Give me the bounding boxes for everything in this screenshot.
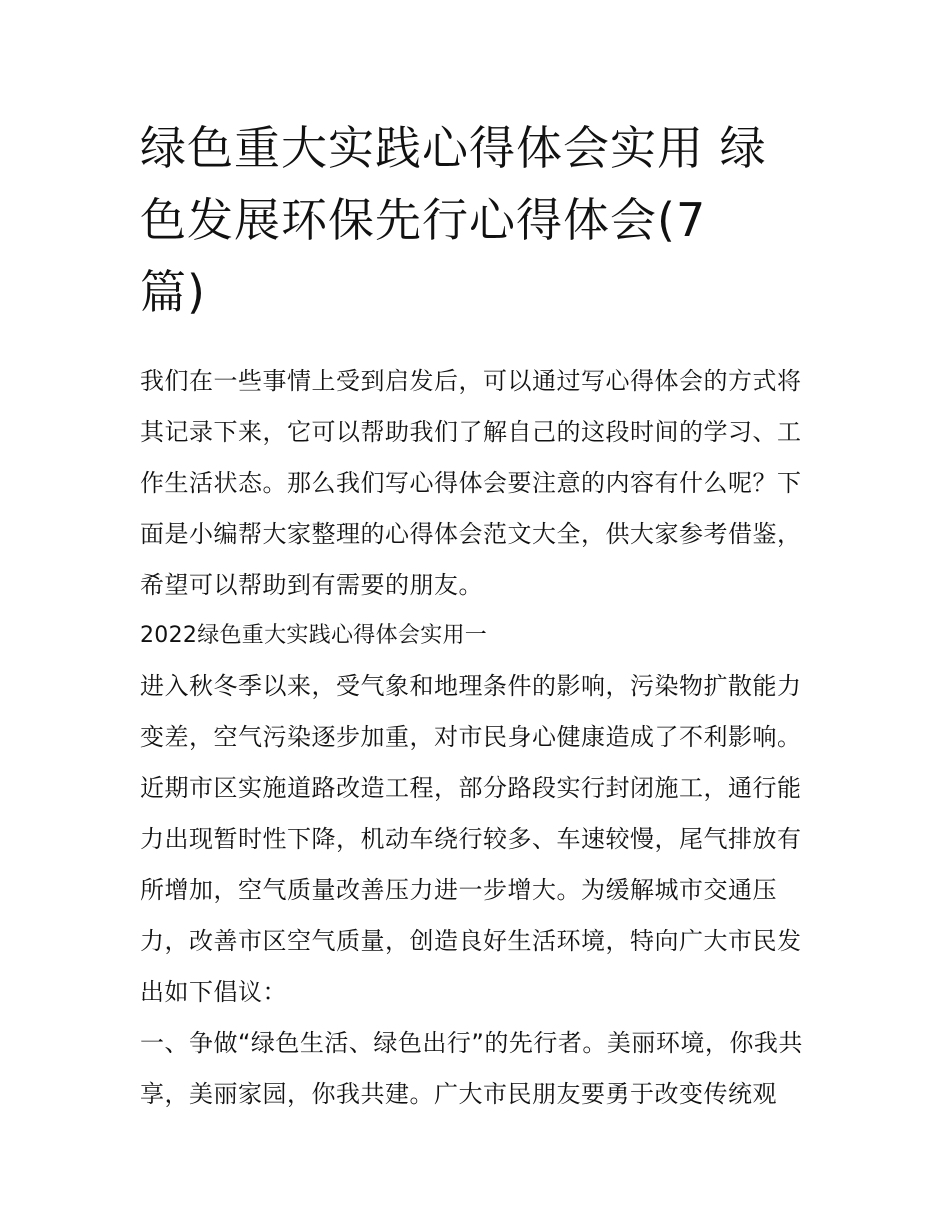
title-line: 色发展环保先行心得体会(7 bbox=[140, 193, 707, 247]
section-heading: 2022绿色重大实践心得体会实用一 bbox=[140, 623, 488, 648]
paragraph-line: 近期市区实施道路改造工程，部分路段实行封闭施工，通行能 bbox=[140, 774, 802, 802]
paragraph-line: 其记录下来，它可以帮助我们了解自己的这段时间的学习、工 bbox=[140, 418, 802, 446]
section-paragraph bbox=[140, 661, 830, 1018]
paragraph-line: 进入秋冬季以来，受气象和地理条件的影响，污染物扩散能力 bbox=[140, 672, 802, 700]
title-line: 绿色重大实践心得体会实用 绿 bbox=[140, 121, 767, 175]
paragraph-line: 力，改善市区空气质量，创造良好生活环境，特向广大市民发 bbox=[140, 927, 802, 955]
paragraph-line: 出如下倡议： bbox=[140, 978, 287, 1006]
paragraph-line: 享，美丽家园，你我共建。广大市民朋友要勇于改变传统观 bbox=[140, 1080, 777, 1108]
paragraph-line: 力出现暂时性下降，机动车绕行较多、车速较慢，尾气排放有 bbox=[140, 825, 802, 853]
paragraph-line: 我们在一些事情上受到启发后，可以通过写心得体会的方式将 bbox=[140, 367, 802, 395]
paragraph-line: 作生活状态。那么我们写心得体会要注意的内容有什么呢？下 bbox=[140, 469, 802, 497]
paragraph-line: 希望可以帮助到有需要的朋友。 bbox=[140, 571, 483, 599]
intro-paragraph bbox=[140, 356, 830, 611]
paragraph-line: 一、争做“绿色生活、绿色出行”的先行者。美丽环境，你我共 bbox=[140, 1029, 803, 1057]
document-title bbox=[140, 112, 810, 328]
paragraph-line: 变差，空气污染逐步加重，对市民身心健康造成了不利影响。 bbox=[140, 723, 802, 751]
paragraph-line: 面是小编帮大家整理的心得体会范文大全，供大家参考借鉴， bbox=[140, 520, 802, 548]
paragraph-line: 所增加，空气质量改善压力进一步增大。为缓解城市交通压 bbox=[140, 876, 777, 904]
title-line: 篇) bbox=[140, 265, 206, 319]
point-one-paragraph bbox=[140, 1018, 830, 1120]
document-body bbox=[140, 356, 830, 1120]
